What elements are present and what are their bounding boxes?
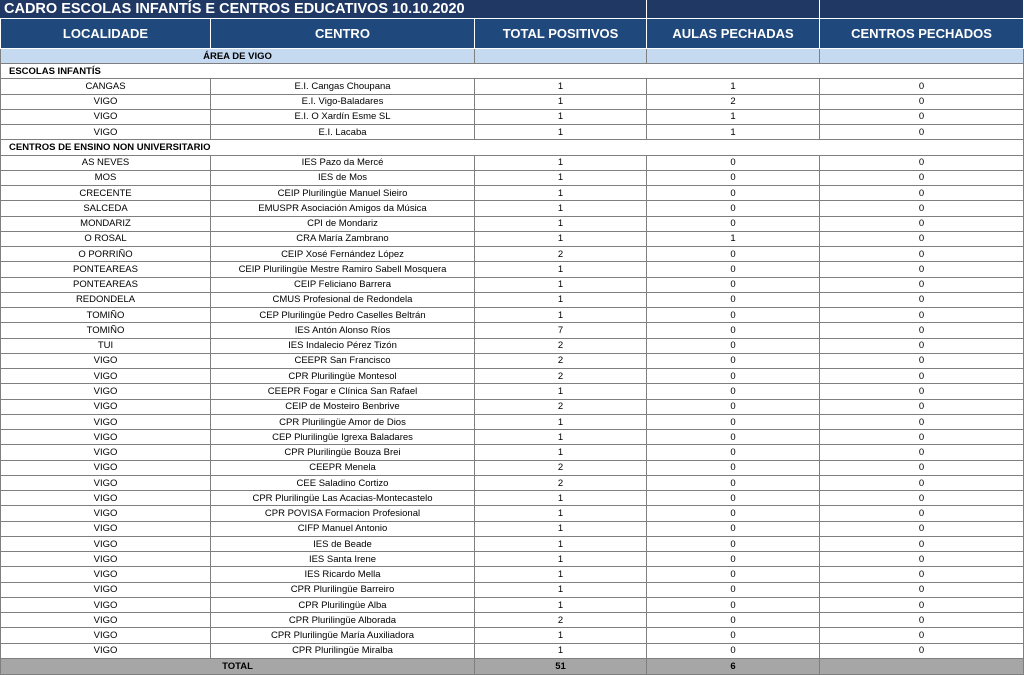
cell-centro: IES de Beade (211, 537, 475, 552)
table-row (0, 491, 1024, 506)
cell-aulas-pechadas: 0 (647, 247, 820, 262)
cell-total-positivos: 1 (475, 415, 647, 430)
cell-aulas-pechadas: 0 (647, 445, 820, 460)
cell-total-positivos: 1 (475, 278, 647, 293)
cell-centro: CPR POVISA Formacion Profesional (211, 506, 475, 521)
cell-centros-pechados: 0 (820, 369, 1024, 384)
cell-localidade: TOMIÑO (0, 323, 211, 338)
cell-centros-pechados: 0 (820, 537, 1024, 552)
total-positivos: 51 (475, 659, 647, 675)
cell-centros-pechados: 0 (820, 506, 1024, 521)
cell-total-positivos: 2 (475, 461, 647, 476)
table-row (0, 369, 1024, 384)
cell-localidade: AS NEVES (0, 156, 211, 171)
cell-centro: CEEPR Menela (211, 461, 475, 476)
cell-total-positivos: 1 (475, 110, 647, 125)
cell-centros-pechados: 0 (820, 583, 1024, 598)
table-row (0, 171, 1024, 186)
cell-aulas-pechadas: 0 (647, 186, 820, 201)
cell-total-positivos: 1 (475, 567, 647, 582)
cell-centros-pechados: 0 (820, 262, 1024, 277)
cell-localidade: VIGO (0, 552, 211, 567)
cell-aulas-pechadas: 0 (647, 522, 820, 537)
cell-centros-pechados: 0 (820, 522, 1024, 537)
cell-centro: CPR Plurilingüe Las Acacias-Montecastelo (211, 491, 475, 506)
table-row (0, 506, 1024, 521)
table-row (0, 537, 1024, 552)
table-row (0, 339, 1024, 354)
table-row (0, 583, 1024, 598)
table-row (0, 644, 1024, 659)
table-title: CADRO ESCOLAS INFANTÍS E CENTROS EDUCATIVOS 10.10.2020 (0, 0, 647, 19)
table-row (0, 476, 1024, 491)
cell-localidade: VIGO (0, 628, 211, 643)
cell-localidade: VIGO (0, 415, 211, 430)
cell-total-positivos: 1 (475, 217, 647, 232)
cell-total-positivos: 1 (475, 491, 647, 506)
cell-aulas-pechadas: 1 (647, 125, 820, 140)
table-row (0, 430, 1024, 445)
cell-aulas-pechadas: 1 (647, 232, 820, 247)
cell-centro: EMUSPR Asociación Amigos da Música (211, 201, 475, 216)
table-row (0, 217, 1024, 232)
cell-centro: IES Antón Alonso Ríos (211, 323, 475, 338)
cell-localidade: VIGO (0, 598, 211, 613)
header-localidade: LOCALIDADE (0, 19, 211, 49)
cell-centro: IES Santa Irene (211, 552, 475, 567)
cell-aulas-pechadas: 0 (647, 537, 820, 552)
cell-total-positivos: 2 (475, 613, 647, 628)
cell-centros-pechados: 0 (820, 232, 1024, 247)
cell-aulas-pechadas: 0 (647, 201, 820, 216)
section-header-row (0, 140, 1024, 155)
area-label: ÁREA DE VIGO (0, 49, 475, 64)
cell-centro: CRA María Zambrano (211, 232, 475, 247)
cell-total-positivos: 1 (475, 79, 647, 94)
cell-total-positivos: 1 (475, 156, 647, 171)
total-centros-blank (820, 659, 1024, 675)
cell-localidade: VIGO (0, 461, 211, 476)
total-row (0, 659, 1024, 675)
cell-aulas-pechadas: 0 (647, 339, 820, 354)
cell-centros-pechados: 0 (820, 552, 1024, 567)
cell-centro: CEIP Feliciano Barrera (211, 278, 475, 293)
cell-aulas-pechadas: 0 (647, 598, 820, 613)
cell-centro: CPR Plurilingüe Alborada (211, 613, 475, 628)
cell-centros-pechados: 0 (820, 278, 1024, 293)
cell-localidade: VIGO (0, 110, 211, 125)
cell-total-positivos: 1 (475, 232, 647, 247)
cell-localidade: O PORRIÑO (0, 247, 211, 262)
cell-localidade: TOMIÑO (0, 308, 211, 323)
cell-localidade: VIGO (0, 95, 211, 110)
table-row (0, 323, 1024, 338)
cell-total-positivos: 2 (475, 369, 647, 384)
cell-localidade: VIGO (0, 354, 211, 369)
cell-centros-pechados: 0 (820, 217, 1024, 232)
cell-aulas-pechadas: 0 (647, 552, 820, 567)
cell-centro: E.I. Vigo-Baladares (211, 95, 475, 110)
cell-aulas-pechadas: 0 (647, 262, 820, 277)
cell-aulas-pechadas: 0 (647, 156, 820, 171)
table-row (0, 232, 1024, 247)
header-aulas-pechadas: AULAS PECHADAS (647, 19, 820, 49)
cell-centros-pechados: 0 (820, 461, 1024, 476)
cell-centro: CEP Plurilingüe Pedro Caselles Beltrán (211, 308, 475, 323)
cell-aulas-pechadas: 0 (647, 628, 820, 643)
cell-centros-pechados: 0 (820, 125, 1024, 140)
table-row (0, 415, 1024, 430)
cell-localidade: VIGO (0, 369, 211, 384)
cell-aulas-pechadas: 0 (647, 308, 820, 323)
table-row (0, 262, 1024, 277)
cell-aulas-pechadas: 1 (647, 110, 820, 125)
cell-localidade: TUI (0, 339, 211, 354)
cell-localidade: VIGO (0, 644, 211, 659)
cell-centros-pechados: 0 (820, 79, 1024, 94)
cell-aulas-pechadas: 0 (647, 506, 820, 521)
cell-centros-pechados: 0 (820, 323, 1024, 338)
cell-total-positivos: 1 (475, 598, 647, 613)
cell-centro: CEP Plurilingüe Igrexa Baladares (211, 430, 475, 445)
table-row (0, 186, 1024, 201)
cell-centros-pechados: 0 (820, 384, 1024, 399)
cell-aulas-pechadas: 0 (647, 384, 820, 399)
cell-centro: CEE Saladino Cortizo (211, 476, 475, 491)
cell-localidade: VIGO (0, 522, 211, 537)
table-row (0, 201, 1024, 216)
cell-centros-pechados: 0 (820, 445, 1024, 460)
cell-centros-pechados: 0 (820, 354, 1024, 369)
header-row (0, 19, 1024, 49)
cell-centros-pechados: 0 (820, 293, 1024, 308)
cell-localidade: CANGAS (0, 79, 211, 94)
cell-localidade: PONTEAREAS (0, 262, 211, 277)
cell-total-positivos: 2 (475, 339, 647, 354)
cell-aulas-pechadas: 0 (647, 491, 820, 506)
cell-centro: CMUS Profesional de Redondela (211, 293, 475, 308)
cell-total-positivos: 1 (475, 262, 647, 277)
cell-localidade: REDONDELA (0, 293, 211, 308)
header-centro: CENTRO (211, 19, 475, 49)
cell-aulas-pechadas: 0 (647, 369, 820, 384)
cell-localidade: VIGO (0, 400, 211, 415)
cell-total-positivos: 1 (475, 522, 647, 537)
cell-localidade: VIGO (0, 613, 211, 628)
cell-aulas-pechadas: 0 (647, 476, 820, 491)
cell-aulas-pechadas: 2 (647, 95, 820, 110)
cell-localidade: VIGO (0, 125, 211, 140)
cell-centro: CPR Plurilingüe Alba (211, 598, 475, 613)
cell-total-positivos: 1 (475, 644, 647, 659)
table-row (0, 354, 1024, 369)
cell-total-positivos: 1 (475, 506, 647, 521)
table-row (0, 95, 1024, 110)
table-row (0, 567, 1024, 582)
cell-aulas-pechadas: 0 (647, 567, 820, 582)
cell-localidade: VIGO (0, 583, 211, 598)
header-total-positivos: TOTAL POSITIVOS (475, 19, 647, 49)
cell-total-positivos: 1 (475, 308, 647, 323)
cell-localidade: PONTEAREAS (0, 278, 211, 293)
cell-centros-pechados: 0 (820, 491, 1024, 506)
cell-centros-pechados: 0 (820, 110, 1024, 125)
table-row (0, 308, 1024, 323)
cell-total-positivos: 1 (475, 628, 647, 643)
cell-centros-pechados: 0 (820, 95, 1024, 110)
cell-centro: CPI de Mondariz (211, 217, 475, 232)
table-row (0, 445, 1024, 460)
cell-centro: E.I. O Xardín Esme SL (211, 110, 475, 125)
cell-aulas-pechadas: 0 (647, 354, 820, 369)
cell-centros-pechados: 0 (820, 339, 1024, 354)
cell-centros-pechados: 0 (820, 430, 1024, 445)
table-row (0, 110, 1024, 125)
title-row (0, 0, 1024, 19)
cell-centros-pechados: 0 (820, 415, 1024, 430)
cell-centro: IES Indalecio Pérez Tizón (211, 339, 475, 354)
cell-centro: CPR Plurilingüe Miralba (211, 644, 475, 659)
cell-aulas-pechadas: 0 (647, 217, 820, 232)
cell-centro: CPR Plurilingüe Montesol (211, 369, 475, 384)
cell-total-positivos: 1 (475, 201, 647, 216)
cell-localidade: VIGO (0, 491, 211, 506)
cell-centros-pechados: 0 (820, 186, 1024, 201)
cell-centro: CEIP de Mosteiro Benbrive (211, 400, 475, 415)
table-row (0, 598, 1024, 613)
cell-centros-pechados: 0 (820, 400, 1024, 415)
cell-total-positivos: 2 (475, 400, 647, 415)
cell-total-positivos: 2 (475, 354, 647, 369)
cell-localidade: VIGO (0, 445, 211, 460)
cell-aulas-pechadas: 0 (647, 644, 820, 659)
cell-centros-pechados: 0 (820, 156, 1024, 171)
table-row (0, 278, 1024, 293)
table-row (0, 552, 1024, 567)
cell-aulas-pechadas: 0 (647, 171, 820, 186)
table-row (0, 628, 1024, 643)
cell-aulas-pechadas: 0 (647, 461, 820, 476)
cell-centros-pechados: 0 (820, 598, 1024, 613)
table-row (0, 613, 1024, 628)
table-row (0, 522, 1024, 537)
cell-total-positivos: 1 (475, 384, 647, 399)
cell-localidade: VIGO (0, 506, 211, 521)
cell-total-positivos: 2 (475, 476, 647, 491)
cell-centro: CPR Plurilingüe Bouza Brei (211, 445, 475, 460)
cell-centros-pechados: 0 (820, 476, 1024, 491)
cell-localidade: VIGO (0, 384, 211, 399)
header-centros-pechados: CENTROS PECHADOS (820, 19, 1024, 49)
area-blank-cell (820, 49, 1024, 64)
cell-aulas-pechadas: 0 (647, 293, 820, 308)
table-row (0, 461, 1024, 476)
cell-centros-pechados: 0 (820, 171, 1024, 186)
cell-aulas-pechadas: 0 (647, 278, 820, 293)
cell-centro: E.I. Lacaba (211, 125, 475, 140)
cell-centro: CEIP Plurilingüe Mestre Ramiro Sabell Mosquera (211, 262, 475, 277)
cell-total-positivos: 1 (475, 537, 647, 552)
cell-total-positivos: 1 (475, 95, 647, 110)
cell-centro: IES Ricardo Mella (211, 567, 475, 582)
cell-centro: CPR Plurilingüe Barreiro (211, 583, 475, 598)
title-blank-cell (647, 0, 820, 19)
cell-localidade: MOS (0, 171, 211, 186)
cell-aulas-pechadas: 0 (647, 415, 820, 430)
cell-centros-pechados: 0 (820, 201, 1024, 216)
section-title: ESCOLAS INFANTÍS (0, 64, 1024, 79)
table-row (0, 79, 1024, 94)
cell-centro: CPR Plurilingüe María Auxiliadora (211, 628, 475, 643)
table-row (0, 384, 1024, 399)
area-row (0, 49, 1024, 64)
cell-total-positivos: 1 (475, 583, 647, 598)
cell-aulas-pechadas: 0 (647, 400, 820, 415)
section-header-row (0, 64, 1024, 79)
cell-aulas-pechadas: 0 (647, 323, 820, 338)
table-row (0, 156, 1024, 171)
table-row (0, 400, 1024, 415)
cell-localidade: VIGO (0, 476, 211, 491)
cell-total-positivos: 1 (475, 430, 647, 445)
title-blank-cell (820, 0, 1024, 19)
cell-localidade: VIGO (0, 537, 211, 552)
cell-centros-pechados: 0 (820, 628, 1024, 643)
cell-aulas-pechadas: 0 (647, 430, 820, 445)
cell-total-positivos: 1 (475, 125, 647, 140)
cell-aulas-pechadas: 0 (647, 583, 820, 598)
cell-total-positivos: 1 (475, 171, 647, 186)
table-row (0, 125, 1024, 140)
section-title: CENTROS DE ENSINO NON UNIVERSITARIO (0, 140, 1024, 155)
area-blank-cell (647, 49, 820, 64)
cell-centros-pechados: 0 (820, 644, 1024, 659)
cell-total-positivos: 1 (475, 186, 647, 201)
cell-centro: CIFP Manuel Antonio (211, 522, 475, 537)
cell-localidade: MONDARIZ (0, 217, 211, 232)
cell-total-positivos: 1 (475, 445, 647, 460)
cell-total-positivos: 1 (475, 293, 647, 308)
cell-total-positivos: 1 (475, 552, 647, 567)
table-row (0, 293, 1024, 308)
cell-centro: IES Pazo da Mercé (211, 156, 475, 171)
cell-centro: IES de Mos (211, 171, 475, 186)
cell-centros-pechados: 0 (820, 308, 1024, 323)
cell-centros-pechados: 0 (820, 613, 1024, 628)
cell-centro: CEEPR Fogar e Clínica San Rafael (211, 384, 475, 399)
cell-aulas-pechadas: 1 (647, 79, 820, 94)
cell-localidade: CRECENTE (0, 186, 211, 201)
cell-centros-pechados: 0 (820, 247, 1024, 262)
area-blank-cell (475, 49, 647, 64)
cell-localidade: O ROSAL (0, 232, 211, 247)
cell-centro: CPR Plurilingüe Amor de Dios (211, 415, 475, 430)
cell-total-positivos: 2 (475, 247, 647, 262)
cell-centros-pechados: 0 (820, 567, 1024, 582)
cell-localidade: SALCEDA (0, 201, 211, 216)
cell-localidade: VIGO (0, 430, 211, 445)
total-label: TOTAL (0, 659, 475, 675)
cell-localidade: VIGO (0, 567, 211, 582)
cell-centro: CEIP Xosé Fernández López (211, 247, 475, 262)
cell-total-positivos: 7 (475, 323, 647, 338)
total-aulas: 6 (647, 659, 820, 675)
cell-centro: CEEPR San Francisco (211, 354, 475, 369)
cell-aulas-pechadas: 0 (647, 613, 820, 628)
cell-centro: CEIP Plurilingüe Manuel Sieiro (211, 186, 475, 201)
table-row (0, 247, 1024, 262)
cell-centro: E.I. Cangas Choupana (211, 79, 475, 94)
